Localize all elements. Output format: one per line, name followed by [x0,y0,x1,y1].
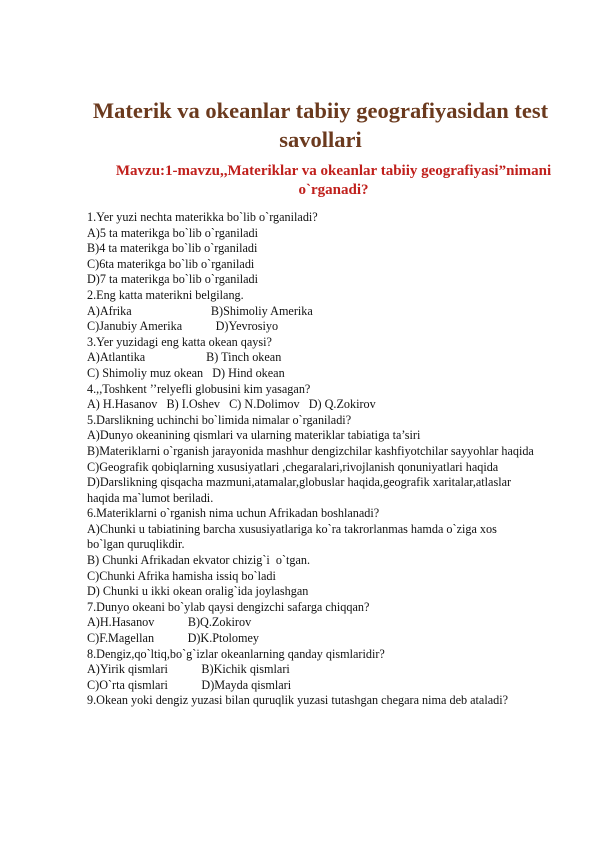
text-line: A)Dunyo okeanining qismlari va ularning materiklar tabiatiga ta’siri [87,428,421,443]
text-line: A)5 ta materikga bo`lib o`rganiladi [87,225,259,240]
text-line: B)4 ta materikga bo`lib o`rganiladi [87,241,258,256]
text-line: 5.Darslikning uchinchi bo`limida nimalar o`rganiladi? [87,412,352,427]
text-line: D)Darslikning qisqacha mazmuni,atamalar,globuslar haqida,geografik xaritalar,atlaslar haqida ma`lumot beriladi. [87,475,512,505]
text-line: C)O`rta qismlari D)Mayda qismlari [87,677,292,692]
text-line: 6.Materiklarni o`rganish nima uchun Afrikadan boshlanadi? [87,506,380,521]
text-line: C)Janubiy Amerika D)Yevrosiyo [87,319,279,334]
text-line: C)F.Magellan D)K.Ptolomey [87,631,260,646]
text-line: C) Shimoliy muz okean D) Hind okean [87,365,285,380]
text-line: A) H.Hasanov B) I.Oshev C) N.Dolimov D) Q.Zokirov [87,397,376,412]
text-line: A)H.Hasanov B)Q.Zokirov [87,615,252,630]
text-line: A)Atlantika B) Tinch okean [87,350,282,365]
text-line: 4.,,Toshkent ’’relyefli globusini kim yasagan? [87,381,311,396]
text-line: A)Afrika B)Shimoliy Amerika [87,303,313,318]
text-line: C)Geografik qobiqlarning xususiyatlari ,chegaralari,rivojlanish qonuniyatlari haqida [87,459,499,474]
text-line: B) Chunki Afrikadan ekvator chizig`i o`tgan. [87,553,311,568]
text-line: 1.Yer yuzi nechta materikka bo`lib o`rganiladi? [87,210,318,224]
questions-body [87,210,536,709]
text-line: 9.Okean yoki dengiz yuzasi bilan quruqlik yuzasi tutashgan chegara nima deb ataladi? [87,693,509,708]
text-line: D) Chunki u ikki okean oralig`ida joylashgan [87,584,309,599]
text-line: 3.Yer yuzidagi eng katta okean qaysi? [87,334,272,349]
text-line: 8.Dengiz,qo`ltiq,bo`g`izlar okeanlarning qanday qismlaridir? [87,646,385,661]
text-line: D)7 ta materikga bo`lib o`rganiladi [87,272,259,287]
text-line: A)Yirik qismlari B)Kichik qismlari [87,662,290,677]
text-line: 2.Eng katta materikni belgilang. [87,287,244,302]
text-line: 7.Dunyo okeani bo`ylab qaysi dengizchi safarga chiqqan? [87,599,370,614]
topic-heading: Mavzu:1-mavzu,,Materiklar va okeanlar tabiiy geografiyasi”nimani o`rganadi? [115,163,552,198]
text-line: C)Chunki Afrika hamisha issiq bo`ladi [87,568,276,583]
text-line: B)Materiklarni o`rganish jarayonida mashhur dengizchilar kashfiyotchilar sayyohlar haqida [87,443,534,458]
text-line: A)Chunki u tabiatining barcha xususiyatlariga ko`ra takrorlanmas hamda o`ziga xos bo`lgan quruqlikdir. [87,521,497,552]
text-line: C)6ta materikga bo`lib o`rganiladi [87,256,255,271]
document-title: Materik va okeanlar tabiiy geografiyasidan test savollari [92,98,549,152]
